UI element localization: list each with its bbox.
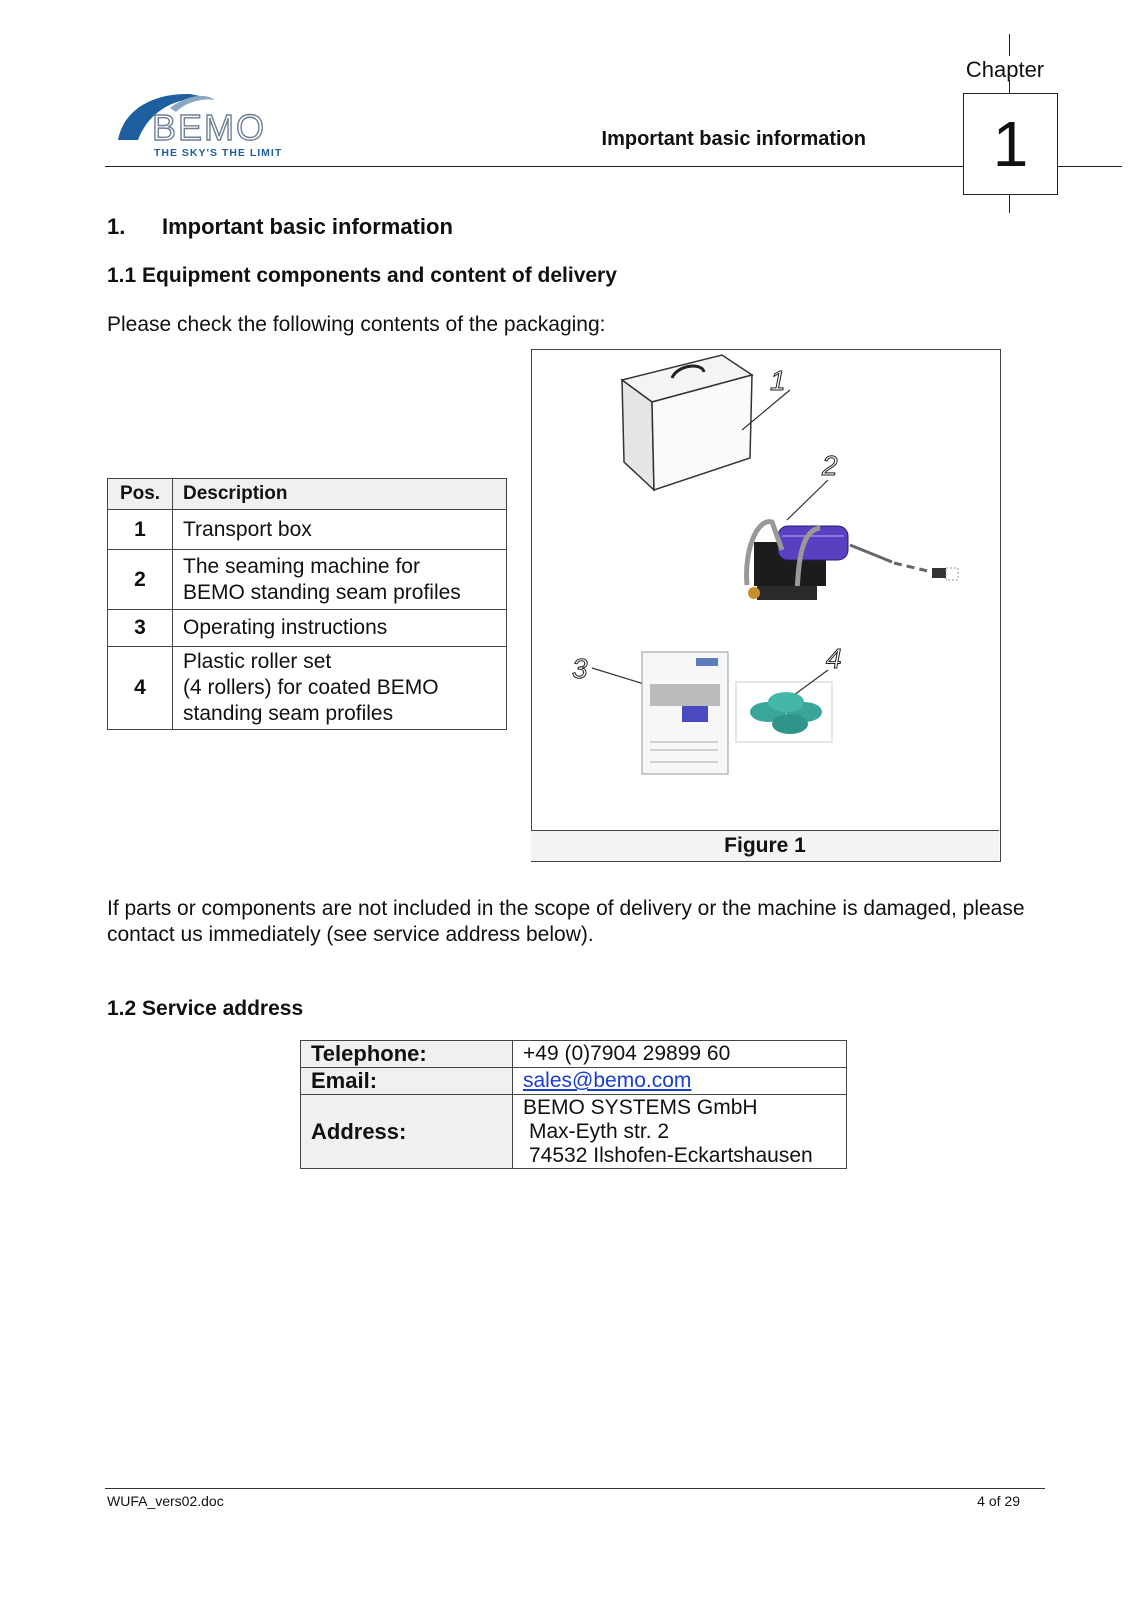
callout-3: 3 [572,653,588,684]
seaming-machine-illustration [747,450,958,600]
telephone-value: +49 (0)7904 29899 60 [513,1041,847,1068]
transport-box-illustration [622,355,790,490]
description-line: BEMO standing seam profiles [183,580,461,604]
operating-instructions-illustration [572,652,728,774]
svg-text:THE SKY'S THE LIMIT: THE SKY'S THE LIMIT [154,147,283,159]
callout-1: 1 [770,365,786,396]
parts-table [107,478,507,730]
description-line: (4 rollers) for coated BEMO [183,676,439,699]
chapter-tick-bottom [1009,195,1010,213]
footer-filename: WUFA_vers02.doc [107,1493,224,1509]
parts-table-header [108,479,507,510]
row-description [173,550,507,610]
figure-1 [531,349,1001,862]
address-value [513,1095,847,1169]
row-description [173,510,507,550]
description-line: Operating instructions [183,616,388,639]
figure-illustration [532,350,1000,830]
description-line: Transport box [183,517,312,541]
bemo-logo [110,88,310,163]
description-line: standing seam profiles [183,702,394,725]
address-label: Address: [301,1095,513,1169]
table-row [108,510,507,550]
callout-2: 2 [822,450,838,481]
chapter-tick-mid [1009,80,1010,93]
table-row [301,1068,847,1095]
figure-caption: Figure 1 [531,830,999,861]
row-pos: 2 [108,550,173,610]
intro-paragraph: Please check the following contents of the packaging: [107,313,606,336]
email-label: Email: [301,1068,513,1095]
chapter-tick-top [1009,34,1010,56]
chapter-number: 1 [963,93,1058,195]
service-address-table [300,1040,847,1169]
damage-note: If parts or components are not included in the scope of delivery or the machine is damaged, please contact us immediately (see service address below). [107,897,1025,946]
subsection-heading-1-2: 1.2 Service address [107,997,304,1020]
header-title: Important basic information [601,128,866,150]
table-row [108,550,507,610]
table-row [108,647,507,730]
plastic-rollers-illustration [736,643,842,742]
svg-text:BEMO: BEMO [152,107,267,148]
footer-rule [105,1488,1045,1489]
table-row [301,1041,847,1068]
column-header-description: Description [173,479,507,510]
row-pos: 3 [108,610,173,647]
section-number: 1. [107,214,126,239]
column-header-pos: Pos. [108,479,173,510]
description-line: Plastic roller set [183,650,332,673]
address-line: Max-Eyth str. 2 [529,1119,670,1143]
table-row [301,1095,847,1169]
row-description [173,610,507,647]
section-title: Important basic information [162,214,453,239]
email-link[interactable]: sales@bemo.com [523,1069,692,1092]
address-line: 74532 Ilshofen-Eckartshausen [529,1143,813,1167]
row-description [173,647,507,730]
address-line: BEMO SYSTEMS GmbH [523,1095,758,1119]
table-row [108,610,507,647]
row-pos: 1 [108,510,173,550]
subsection-heading-1-1: 1.1 Equipment components and content of delivery [107,264,617,287]
telephone-label: Telephone: [301,1041,513,1068]
email-cell [513,1068,847,1095]
callout-4: 4 [826,643,842,674]
row-pos: 4 [108,647,173,730]
description-line: The seaming machine for [183,554,420,578]
chapter-label: Chapter [965,57,1045,82]
footer-page-number: 4 of 29 [977,1493,1020,1509]
section-heading [107,214,453,240]
